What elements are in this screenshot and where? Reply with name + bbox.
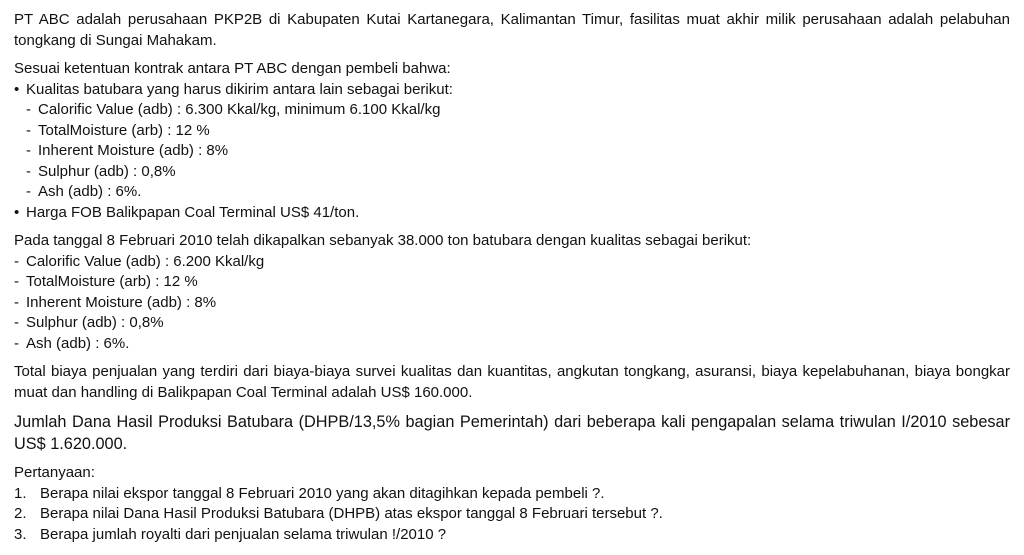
dhpb-paragraph: Jumlah Dana Hasil Produksi Batubara (DHPB/13,5% bagian Pemerintah) dari beberapa kali pengapalan selama triwulan I/2010 sebesar US$ 1.620.000. <box>14 413 1010 453</box>
shipment-section <box>14 231 1010 354</box>
intro-paragraph: PT ABC adalah perusahaan PKP2B di Kabupaten Kutai Kartanegara, Kalimantan Timur, fasilitas muat akhir milik perusahaan adalah pelabuhan tongkang di Sungai Mahakam. <box>14 11 1010 49</box>
list-item: - Calorific Value (adb) : 6.200 Kkal/kg <box>14 252 1010 273</box>
contract-bullet-list <box>14 80 1010 224</box>
question-text: Berapa nilai ekspor tanggal 8 Februari 2010 yang akan ditagihkan kepada pembeli ?. <box>40 484 605 502</box>
questions-list <box>14 484 1010 546</box>
question-item <box>14 504 1010 525</box>
list-item: - Inherent Moisture (adb) : 8% <box>14 293 1010 314</box>
list-item: - Ash (adb) : 6%. <box>14 334 1010 355</box>
question-number: 1. <box>14 484 27 502</box>
question-text: Berapa jumlah royalti dari penjualan selama triwulan !/2010 ? <box>40 525 447 543</box>
list-item: - TotalMoisture (arb) : 12 % <box>26 121 1010 142</box>
list-item: - Ash (adb) : 6%. <box>26 182 1010 203</box>
question-number: 2. <box>14 505 27 522</box>
list-item: - Inherent Moisture (adb) : 8% <box>26 141 1010 162</box>
costs-paragraph: Total biaya penjualan yang terdiri dari biaya-biaya survei kualitas dan kuantitas, angkutan tongkang, asuransi, biaya kepelabuhanan, biaya bongkar muat dan handling di Balikpapan Coal Terminal adalah US$ 160.000. <box>14 363 1010 401</box>
list-item: - Sulphur (adb) : 0,8% <box>26 162 1010 183</box>
quality-list <box>26 100 1010 203</box>
list-item: - TotalMoisture (arb) : 12 % <box>14 272 1010 293</box>
contract-section <box>14 59 1010 223</box>
list-item: - Sulphur (adb) : 0,8% <box>14 313 1010 334</box>
shipment-heading: Pada tanggal 8 Februari 2010 telah dikapalkan sebanyak 38.000 ton batubara dengan kualitas sebagai berikut: <box>14 232 752 249</box>
question-item <box>14 484 1010 505</box>
price-bullet: • Harga FOB Balikpapan Coal Terminal US$ 41/ton. <box>14 203 1010 224</box>
quality-heading: Kualitas batubara yang harus dikirim antara lain sebagai berikut: <box>26 80 453 98</box>
list-item: - Calorific Value (adb) : 6.300 Kkal/kg, minimum 6.100 Kkal/kg <box>26 100 1010 121</box>
questions-heading: Pertanyaan: <box>14 464 95 481</box>
question-text: Berapa nilai Dana Hasil Produksi Batubara (DHPB) atas ekspor tanggal 8 Februari tersebut ?. <box>40 505 663 522</box>
contract-heading: Sesuai ketentuan kontrak antara PT ABC dengan pembeli bahwa: <box>14 60 451 77</box>
shipment-list <box>14 252 1010 355</box>
questions-section <box>14 463 1010 545</box>
quality-bullet <box>14 80 1010 203</box>
question-item <box>14 525 1010 546</box>
question-number: 3. <box>14 525 27 543</box>
